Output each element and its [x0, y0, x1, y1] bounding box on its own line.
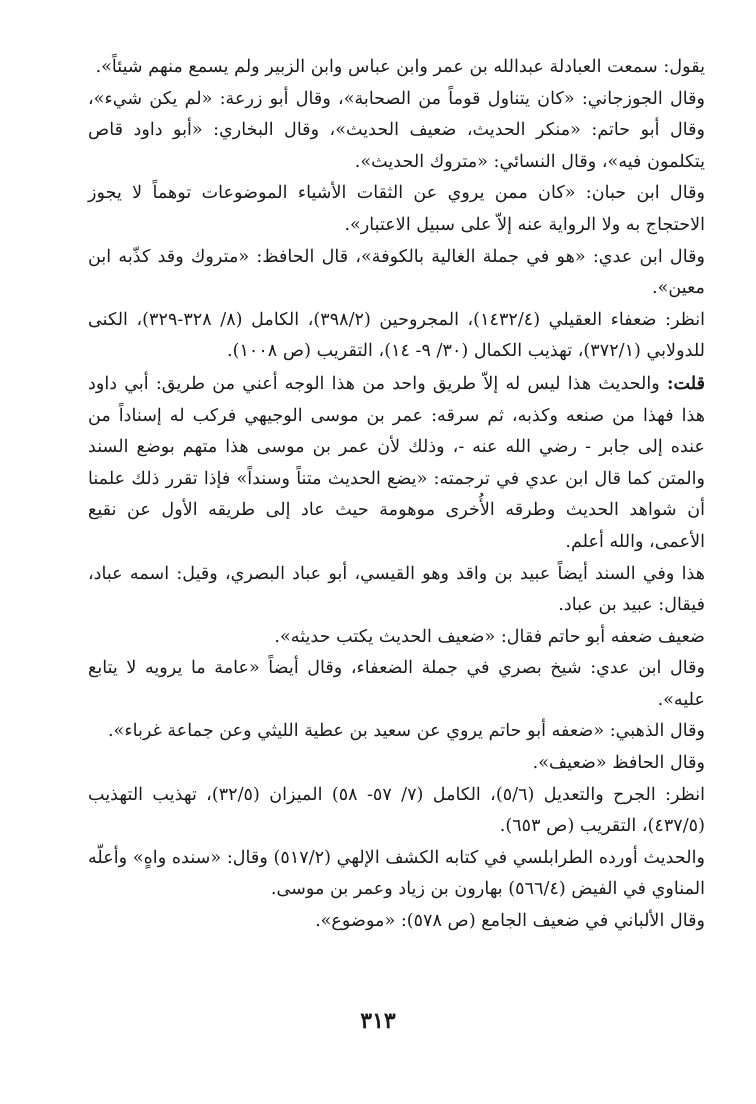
- paragraph-10: وقال الذهبي: «ضعفه أبو حاتم يروي عن سعيد بن عطية الليثي وعن جماعة غرباء».: [107, 721, 705, 742]
- paragraph-6-text: والحديث هذا ليس له إلاّ طريق واحد من هذا الوجه أعني من طريق: أبي داود هذا فهذا من صنعه وكذبه، ثم سرقه: عمر بن موسى الوجيهي فركب له إسناداً من عنده إلى جابر - رضي الله عنه -، وذلك لأن عمر بن موسى هذا متهم بوضع السند والمتن كما قال ابن عدي في ترجمته: «يضع الحديث متناً وسنداً» فإذا تقرر ذلك علمنا أن شواهد الحديث وطرقه الأُخرى موهومة حيث عاد إلى طريقه الأول عن نقيع الأعمى، والله أعلم.: [88, 373, 705, 552]
- paragraph-4: وقال ابن عدي: «هو في جملة الغالية بالكوفة»، قال الحافظ: «متروك وقد كذّبه ابن معين».: [88, 246, 705, 299]
- page-number: ٣١٣: [360, 1008, 396, 1034]
- paragraph-12: انظر: الجرح والتعديل (٥/٦)، الكامل (٧/ ٥٧- ٥٨) الميزان (٣٢/٥)، تهذيب التهذيب (٤٣٧/٥)، التقريب (ص ٦٥٣).: [88, 784, 705, 837]
- paragraph-3: وقال ابن حبان: «كان ممن يروي عن الثقات الأشياء الموضوعات توهماً لا يجوز الاحتجاج به ولا الرواية عنه إلاّ على سبيل الاعتبار».: [88, 183, 705, 235]
- qult-label: قلت:: [666, 372, 705, 394]
- paragraph-14: وقال الألباني في ضعيف الجامع (ص ٥٧٨): «موضوع».: [315, 911, 705, 932]
- page-body: [88, 52, 705, 938]
- paragraph-2: وقال الجوزجاني: «كان يتناول قوماً من الصحابة»، وقال أبو زرعة: «لم يكن شيء»، وقال أبو حاتم: «منكر الحديث، ضعيف الحديث»، وقال البخاري: «أبو داود قاص يتكلمون فيه»، وقال النسائي: «متروك الحديث».: [88, 88, 705, 172]
- paragraph-8: ضعيف ضعفه أبو حاتم فقال: «ضعيف الحديث يكتب حديثه».: [274, 626, 705, 647]
- paragraph-5: انظر: ضعفاء العقيلي (١٤٣٢/٤)، المجروحين (٣٩٨/٢)، الكامل (٨/ ٣٢٨-٣٢٩)، الكنى للدولابي (٣٧٢/١)، تهذيب الكمال (٣٠/ ٩- ١٤)، التقريب (ص ١٠٠٨).: [88, 309, 706, 362]
- paragraph-9: وقال ابن عدي: شيخ بصري في جملة الضعفاء، وقال أيضاً «عامة ما يرويه لا يتابع عليه».: [88, 658, 705, 710]
- paragraph-6: [88, 368, 705, 559]
- paragraph-13: والحديث أورده الطرابلسي في كتابه الكشف الإلهي (٥١٧/٢) وقال: «سنده واهٍ» وأعلّه المناوي في الفيض (٥٦٦/٤) بهارون بن زياد وعمر بن موسى.: [88, 847, 705, 900]
- paragraph-1: يقول: سمعت العبادلة عبدالله بن عمر وابن عباس وابن الزبير ولم يسمع منهم شيئاً».: [95, 57, 705, 77]
- paragraph-11: وقال الحافظ «ضعيف».: [532, 753, 705, 774]
- paragraph-7: هذا وفي السند أيضاً عبيد بن واقد وهو القيسي، أبو عباد البصري، وقيل: اسمه عباد، فيقال: عبيد بن عباد.: [88, 563, 705, 616]
